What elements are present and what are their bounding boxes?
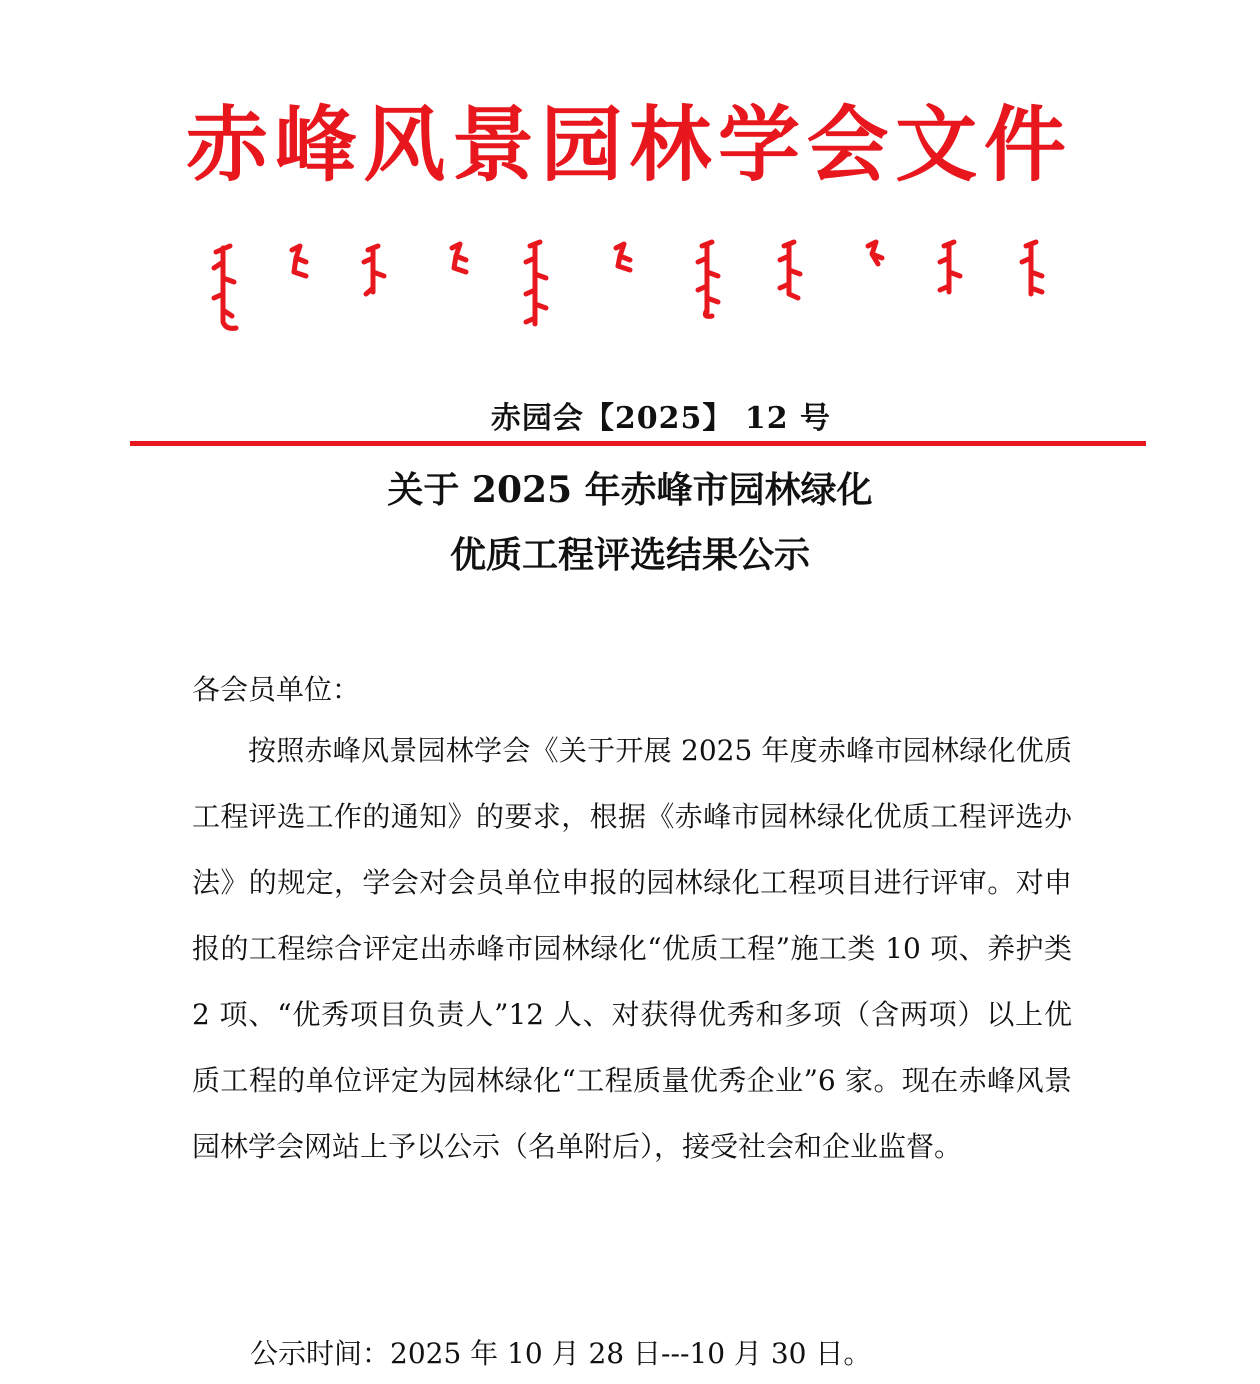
mongolian-script-title	[196, 232, 1066, 342]
red-divider	[130, 441, 1146, 446]
masthead-char: 学	[717, 98, 800, 193]
masthead-char: 文	[895, 98, 978, 193]
masthead-char: 景	[451, 98, 534, 193]
document-number: 赤园会【2025】 12 号	[490, 401, 832, 436]
document-title-line-1: 关于 2025 年赤峰市园林绿化	[387, 469, 873, 511]
masthead-char: 风	[363, 98, 446, 193]
masthead-char: 园	[540, 98, 623, 193]
masthead-char: 会	[806, 98, 889, 193]
masthead-char: 件	[983, 98, 1066, 193]
masthead-char: 峰	[274, 98, 357, 193]
mongolian-script-graphic	[196, 232, 1066, 342]
masthead-char: 林	[629, 98, 712, 193]
document-title-line-2: 优质工程评选结果公示	[449, 534, 810, 576]
announcement-period: 公示时间：2025 年 10 月 28 日---10 月 30 日。	[250, 1337, 872, 1370]
body-paragraph: 按照赤峰风景园林学会《关于开展 2025 年度赤峰市园林绿化优质工程评选工作的通知》的要求，根据《赤峰市园林绿化优质工程评选办法》的规定，学会对会员单位申报的园林绿化工程项目进行评审。对申报的工程综合评定出赤峰市园林绿化“优质工程”施工类 10 项、养护类 2 项、“优秀项目负责人”12 人、对获得优秀和多项（含两项）以上优质工程的单位评定为园林绿化“工程质量优秀企业”6 家。现在赤峰风景园林学会网站上予以公示（名单附后），接受社会和企业监督。	[192, 734, 1072, 1163]
salutation: 各会员单位：	[192, 673, 361, 706]
masthead-title	[186, 96, 1066, 196]
masthead-char: 赤	[186, 98, 269, 193]
